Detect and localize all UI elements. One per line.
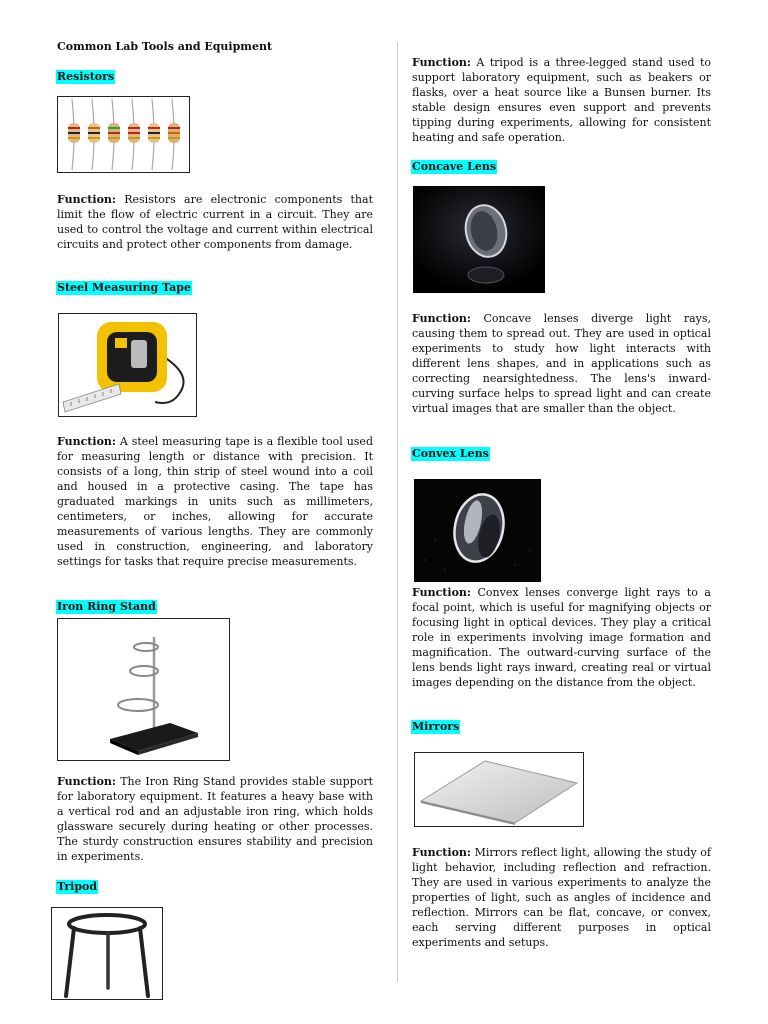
paragraph-ring-stand <box>57 774 373 864</box>
tripod-text: A tripod is a three-legged stand used to support laboratory equipment, such as beakers or flasks, over a heat source like a Bunsen burner. Its stable design ensures even support and prevents tipping during experiments, allowing for consistent heating and safe operation. <box>412 56 711 144</box>
column-divider <box>397 42 398 982</box>
convex-lens-photo-icon <box>414 479 541 582</box>
heading-ring-stand: Iron Ring Stand <box>57 600 156 613</box>
paragraph-tape <box>57 434 373 569</box>
function-label: Function: <box>412 56 471 69</box>
function-label: Function: <box>412 312 471 325</box>
function-label: Function: <box>412 846 471 859</box>
heading-resistors: Resistors <box>57 70 115 83</box>
function-label: Function: <box>57 193 116 206</box>
heading-mirrors: Mirrors <box>412 720 460 733</box>
function-label: Function: <box>412 586 471 599</box>
paragraph-tripod <box>412 55 711 145</box>
tripod-photo-icon <box>51 907 163 1000</box>
function-label: Function: <box>57 775 116 788</box>
document-title: Common Lab Tools and Equipment <box>57 40 273 53</box>
heading-tape: Steel Measuring Tape <box>57 281 191 294</box>
heading-tripod: Tripod <box>57 880 98 893</box>
tape-text: A steel measuring tape is a flexible tool used for measuring length or distance with precision. It consists of a long, thin strip of steel wound into a coil and housed in a protective casing. The tape has graduated markings in units such as millimeters, centimeters, or inches, allowing for accurate measurements of various lengths. They are commonly used in construction, engineering, and laboratory settings for tasks that require precise measurements. <box>57 435 373 568</box>
mirror-photo-icon <box>414 752 584 827</box>
heading-concave: Concave Lens <box>412 160 497 173</box>
paragraph-resistors <box>57 192 373 252</box>
ring-stand-text: The Iron Ring Stand provides stable support for laboratory equipment. It features a heavy base with a vertical rod and an adjustable iron ring, which holds glassware securely during heating or other processes. The sturdy construction ensures stability and precision in experiments. <box>57 775 374 863</box>
convex-text: Convex lenses converge light rays to a focal point, which is useful for magnifying objects or focusing light in optical devices. They play a critical role in experiments involving image formation and magnification. The outward-curving surface of the lens bends light rays inward, creating real or virtual images depending on the distance from the object. <box>412 586 711 689</box>
measuring-tape-photo-icon <box>58 313 197 417</box>
concave-text: Concave lenses diverge light rays, causing them to spread out. They are used in optical experiments to study how light interacts with different lens shapes, and in applications such as correcting nearsightedness. The lens's inward-curving surface helps to spread light and can create virtual images that are smaller than the object. <box>412 312 711 415</box>
resistors-text: Resistors are electronic components that limit the flow of electric current in a circuit. They are used to control the voltage and current within electrical circuits and protect other components from damage. <box>57 193 373 251</box>
mirrors-text: Mirrors reflect light, allowing the study of light behavior, including reflection and refraction. They are used in various experiments to analyze the properties of light, such as angles of incidence and reflection. Mirrors can be flat, concave, or convex, each serving different purposes in optical experiments and setups. <box>412 846 712 949</box>
ring-stand-photo-icon <box>57 618 230 761</box>
paragraph-concave <box>412 311 711 416</box>
resistors-photo-icon <box>57 96 190 173</box>
heading-convex: Convex Lens <box>412 447 489 460</box>
paragraph-mirrors <box>412 845 711 950</box>
paragraph-convex <box>412 585 711 690</box>
concave-lens-photo-icon <box>413 186 545 293</box>
function-label: Function: <box>57 435 116 448</box>
